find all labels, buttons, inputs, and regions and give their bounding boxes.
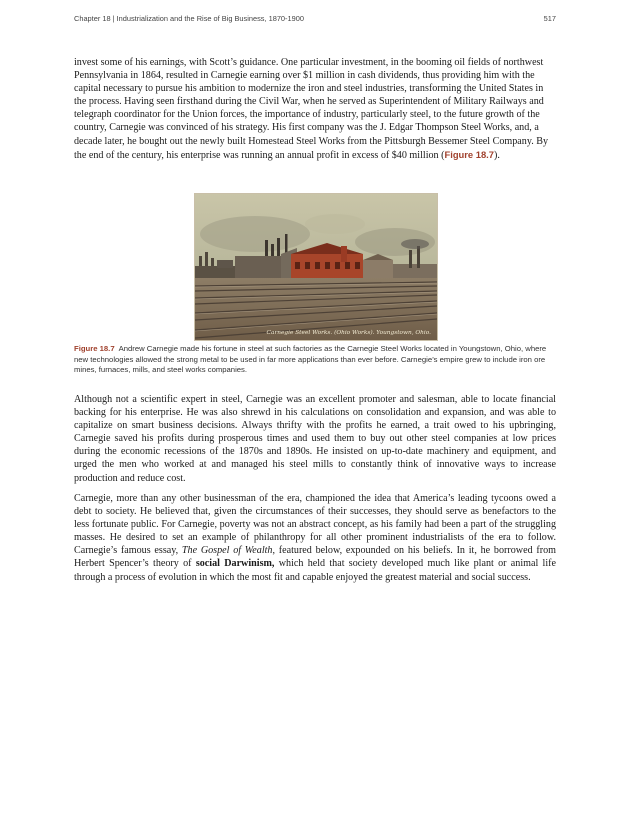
paragraph-text-b: , featured below, expounded on his beliefs. In it, he borrowed from Herbert Spencer’s theory of — [74, 545, 556, 570]
figure-caption-label: Figure 18.7 — [74, 344, 115, 353]
page-number: 517 — [543, 14, 556, 23]
paragraph-text: invest some of his earnings, with Scott’s guidance. One particular investment, in the booming oil fields of northwest Pennsylvania in 1864, resulted in Carnegie earning over $1 million in cash dividends, thus providing him with the capital necessary to pursue his ambition to modernize the iron and steel industries, transforming the United States in the process. Having seen firsthand during the Civil War, when he served as Superintendent of Military Railways and telegraph coordinator for the Union forces, the importance of industry, particularly steel, to the future growth of the country, Carnegie was convinced of his strategy. His first company was the J. Edgar Thompson Steel Works, and, a decade later, he bought out the newly built Homestead Steel Works from the Pittsburgh Bessemer Steel Company. By the end of the century, his enterprise was running an annual profit in excess of $40 million ( — [74, 57, 549, 161]
figure-caption — [74, 344, 556, 376]
figure-reference-link[interactable]: Figure 18.7 — [444, 148, 494, 160]
paragraph-text-a: Carnegie, more than any other businessman of the era, championed the idea that America’s leading tycoons owed a debt to society. He believed that, given the circumstances of their successes, they should serve as benefactors to the less fortunate public. For Carnegie, poverty was not an abstract concept, as his family had been a part of the struggling masses. He desired to set an example of philanthropy for all other prominent industrialists of the era to follow. Carnegie’s famous essay, — [74, 493, 556, 557]
running-head-title: Chapter 18 | Industrialization and the Rise of Big Business, 1870-1900 — [74, 14, 304, 23]
page-header — [74, 14, 556, 26]
paragraph-carnegie-business-skill: Although not a scientific expert in steel, Carnegie was an excellent promoter and salesman, able to locate financial backing for his enterprise. He was also shrewd in his calculations on consolidation and expansion, and was able to capitalize on smart business decisions. Always thrifty with the profits he earned, a trait owed to his upbringing, Carnegie saved his profits during prosperous times and used them to buy out other steel companies at low prices during the economic recessions of the 1870s and 1890s. He insisted on up-to-date machinery and equipment, and urged the men who worked at and managed his steel mills to constantly think of innovative ways to increase production and reduce cost. — [74, 394, 556, 484]
photo-inscription: Carnegie Steel Works. (Ohio Works). Youngstown, Ohio. — [266, 330, 431, 336]
paragraph-text-c: which held that society developed much like plant or animal life through a process of evolution in which the most fit and capable enjoyed the greatest material and social success. — [74, 558, 557, 583]
paragraph-text-end: ). — [493, 149, 500, 161]
key-term-social-darwinism: social Darwinism, — [195, 558, 275, 570]
essay-title: The Gospel of Wealth — [181, 545, 273, 557]
figure-caption-text: Andrew Carnegie made his fortune in steel at such factories as the Carnegie Steel Works located in Youngstown, Ohio, where new technologies allowed the strong metal to be used in far more applications than ever before. Carnegie’s empire grew to include iron ore mines, furnaces, mills, and steel works companies. — [74, 344, 547, 375]
paragraph-carnegie-philanthropy — [74, 492, 556, 584]
figure-photo-carnegie-steel-works — [194, 193, 438, 341]
paragraph-carnegie-investments — [74, 56, 556, 162]
